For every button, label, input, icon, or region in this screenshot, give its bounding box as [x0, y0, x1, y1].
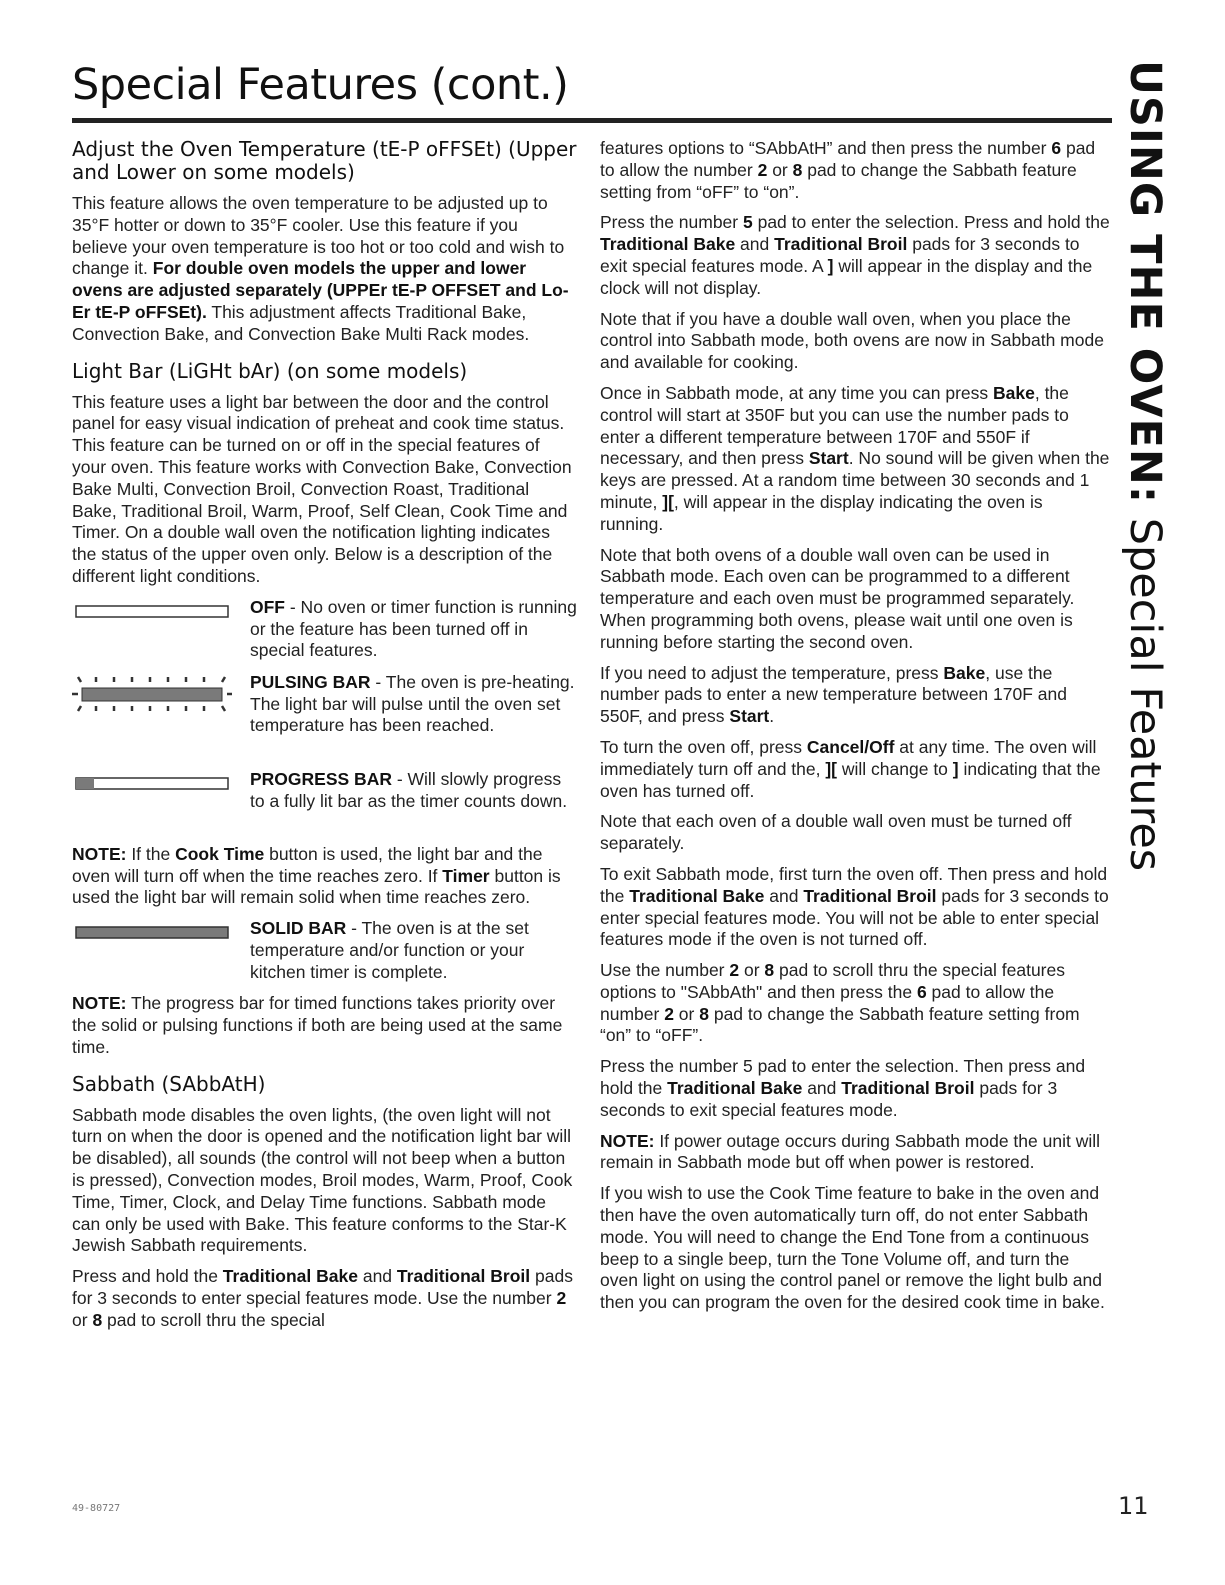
text: pad to change the Sabbath feature setting from “on” to “oFF”. [600, 1003, 1080, 1046]
text: Use the number [600, 960, 730, 981]
text-bold: 8 [699, 1003, 709, 1024]
document-code: 49-80727 [72, 1503, 121, 1514]
text-bold: Bake [993, 382, 1035, 403]
text: Press the number 5 pad to enter the selection. Then press and hold the [600, 1056, 1086, 1099]
text-bold: Traditional Broil [774, 234, 908, 255]
text: pads for 3 seconds to exit special features mode. [600, 1078, 1058, 1120]
light-bar-solid-text [250, 918, 577, 983]
note-label: NOTE: [72, 993, 127, 1014]
text: - Will slowly progress to a fully lit bar as the timer counts down. [250, 768, 568, 811]
side-tab [1110, 60, 1170, 872]
side-tab-label [1120, 60, 1170, 871]
turn-off-separately-paragraph: Note that each oven of a double wall oven must be turned off separately. [600, 811, 1072, 854]
light-bar-solid-icon [72, 920, 232, 980]
text: Once in Sabbath mode, at any time you can press [600, 382, 993, 403]
light-bar-pulsing-icon [72, 674, 232, 734]
left-column [72, 138, 577, 1341]
light-bar-off-icon [72, 599, 232, 659]
exit-sabbath-paragraph [600, 864, 1110, 951]
sabbath-setting-paragraph [600, 138, 1110, 203]
label: OFF [250, 596, 285, 617]
text: indicating that the oven has turned off. [600, 758, 1101, 801]
note-label: NOTE: [600, 1130, 655, 1151]
text: or [767, 159, 793, 180]
text: will appear in the display and the clock will not display. [600, 255, 1093, 298]
display-symbol: ] [827, 255, 834, 276]
section-heading-temp-offset: Adjust the Oven Temperature (tE-P oFFSEt) (Upper and Lower on some models) [72, 137, 577, 184]
label: PULSING BAR [250, 671, 371, 692]
temp-offset-paragraph [72, 193, 577, 346]
text-bold: Traditional Bake [600, 234, 736, 255]
text: pad to scroll thru the special [102, 1309, 325, 1330]
text: pad to allow the number [600, 981, 1055, 1024]
note-power-outage [600, 1131, 1110, 1175]
text: pad to change the Sabbath feature setting from “oFF” to “on”. [600, 159, 1077, 202]
text-bold: Timer [442, 865, 490, 886]
text: To turn the oven off, press [600, 736, 807, 757]
text-bold: Traditional Bake [222, 1266, 358, 1287]
text-bold: 2 [729, 960, 740, 981]
text: To exit Sabbath mode, first turn the oven off. Then press and hold the [600, 863, 1108, 906]
light-bar-off-text [250, 597, 577, 662]
text: and [802, 1078, 842, 1099]
text-bold: 2 [757, 159, 768, 180]
adjust-temperature-paragraph [600, 663, 1110, 728]
text: If power outage occurs during Sabbath mode the unit will remain in Sabbath mode but off when power is restored. [600, 1130, 1100, 1173]
display-symbol: ][ [662, 491, 674, 512]
note-label: NOTE: [72, 843, 127, 864]
light-bar-pulsing-text [250, 672, 577, 737]
page-number: 11 [1118, 1492, 1149, 1520]
text: If the [126, 843, 176, 864]
text: will change to [837, 758, 953, 779]
text-bold: Traditional Broil [841, 1078, 975, 1099]
text-bold: Traditional Broil [396, 1266, 531, 1287]
text: pads for 3 seconds to exit special features mode. A [600, 234, 1080, 276]
text-bold: 5 [742, 212, 753, 233]
text: If you need to adjust the temperature, press [600, 662, 944, 683]
text: - No oven or timer function is running or the feature has been turned off in special features. [250, 596, 577, 661]
text-bold: 2 [556, 1287, 567, 1308]
cook-time-advice-paragraph: If you wish to use the Cook Time feature to bake in the oven and then have the oven automatically turn off, do not enter Sabbath mode. You will need to change the End Tone from a continuous beep to a single beep, turn the Tone Volume off, and turn the oven light on using the control panel or remove the light bulb and then you can program the oven for the desired cook time in bake. [600, 1183, 1105, 1313]
text-bold: Traditional Broil [803, 885, 937, 906]
text: , the control will start at 350F but you can use the number pads to enter a different temperature between 170F and 550F if necessary, and then press [600, 382, 1069, 469]
text: and [735, 234, 775, 255]
text: pad to allow the number [600, 138, 1096, 180]
text-bold: 6 [916, 981, 927, 1002]
text: and [357, 1266, 397, 1287]
text: This adjustment affects Traditional Bake, Convection Bake, and Convection Bake Multi Rack modes. [72, 301, 530, 344]
text: , use the number pads to enter a new temperature between 170F and 550F, and press [600, 662, 1067, 727]
text: - The oven is pre-heating. The light bar will pulse until the oven set temperature has been reached. [250, 671, 575, 736]
text: features options to “SAbbAtH” and then press the number [600, 138, 1052, 158]
text: pad to enter the selection. Press and hold the [752, 212, 1110, 233]
text: , will appear in the display indicating the oven is running. [600, 491, 1043, 534]
text-bold: 8 [792, 159, 803, 180]
display-symbol: ][ [825, 758, 838, 779]
note-cook-time [72, 844, 577, 909]
label: PROGRESS BAR [250, 768, 392, 789]
display-symbol: ] [952, 758, 959, 779]
text: or [739, 960, 765, 981]
note-progress-priority [72, 993, 577, 1058]
text-bold: Start [808, 448, 849, 469]
text: pads for 3 seconds to enter special features mode. Use the number [72, 1266, 573, 1308]
text: Press and hold the [72, 1266, 223, 1287]
text-bold: 2 [664, 1003, 674, 1024]
text-bold: Cancel/Off [806, 736, 895, 757]
text: button is used, the light bar and the oven will turn off when the time reaches zero. If [72, 843, 543, 886]
text: . [769, 706, 775, 727]
text: The progress bar for timed functions takes priority over the solid or pulsing functions if both are being used at the same time. [72, 993, 563, 1057]
page-title: Special Features (cont.) [72, 60, 569, 110]
sabbath-exit-features-paragraph [600, 212, 1110, 299]
right-column [600, 138, 1110, 1323]
light-bar-pulsing-row [72, 672, 577, 760]
exit-features-paragraph [600, 1056, 1110, 1121]
label: SOLID BAR [250, 918, 347, 939]
side-tab-topic: Special Features [1120, 504, 1170, 872]
light-bar-progress-text [250, 769, 577, 813]
text: button is used the light bar will remain solid when time reaches zero. [72, 865, 561, 908]
text-bold: Cook Time [175, 843, 265, 864]
text: This feature allows the oven temperature to be adjusted up to 35°F hotter or down to 35°F cooler. Use this feature if you believe your oven temperature is too hot or too cold and wish to change it. [72, 193, 565, 279]
text: Press the number [600, 212, 743, 233]
text-bold: Bake [943, 662, 986, 683]
turn-off-paragraph [600, 737, 1110, 802]
text-bold: Traditional Bake [629, 885, 765, 906]
light-bar-solid-row [72, 918, 577, 984]
section-heading-light-bar: Light Bar (LiGHt bAr) (on some models) [72, 358, 468, 383]
double-oven-note-paragraph: Note that if you have a double wall oven, when you place the control into Sabbath mode, both ovens are now in Sabbath mode and available for cooking. [600, 308, 1104, 373]
text-bold: 8 [92, 1309, 103, 1330]
sabbath-paragraph: Sabbath mode disables the oven lights, (the oven light will not turn on when the door is opened and the notification light bar will be disabled), all sounds (the control will not beep when a button is pressed), Convection modes, Broil modes, Warm, Proof, Cook Time, Timer, Clock, and Delay Time functions. Sabbath mode can only be used with Bake. This feature conforms to the Star-K Jewish Sabbath requirements. [72, 1104, 573, 1256]
text-bold: For double oven models the upper and lower ovens are adjusted separately (UPPEr tE-P OFFSET and Lo-Er tE-P oFFSEt). [72, 258, 569, 322]
sabbath-bake-paragraph [600, 383, 1110, 536]
text: pads for 3 seconds to enter special features mode. You will not be able to enter special features mode if the oven is not turned off. [600, 885, 1109, 950]
text: - The oven is at the set temperature and/or function or your kitchen timer is complete. [250, 918, 529, 982]
both-ovens-paragraph: Note that both ovens of a double wall oven can be used in Sabbath mode. Each oven can be programmed to a different temperature and each oven must be programmed separately. When programming both ovens, please wait until one oven is running before starting the second oven. [600, 544, 1075, 652]
section-heading-sabbath: Sabbath (SAbbAtH) [72, 1071, 266, 1096]
text-bold: 8 [764, 960, 775, 981]
text-bold: 6 [1051, 138, 1062, 158]
title-rule [72, 118, 1112, 123]
scroll-options-paragraph [600, 960, 1110, 1047]
side-tab-section: USING THE OVEN: [1120, 60, 1170, 505]
text: or [673, 1003, 700, 1024]
text: . No sound will be given when the keys are pressed. At a random time between 30 seconds and 1 minute, [600, 448, 1110, 512]
text: and [764, 885, 804, 906]
light-bar-progress-icon [72, 771, 232, 831]
text-bold: Traditional Bake [667, 1078, 803, 1099]
light-bar-paragraph: This feature uses a light bar between the door and the control panel for easy visual indication of preheat and cook time status. This feature can be turned on or off in the special features of your oven. This feature works with Convection Bake, Convection Bake Multi, Convection Broil, Convection Roast, Traditional Bake, Traditional Broil, Warm, Proof, Self Clean, Cook Time and Timer. On a double wall oven the notification lighting indicates the status of the upper oven only. Below is a description of the different light conditions. [72, 391, 572, 586]
light-bar-off-row [72, 597, 577, 663]
text: at any time. The oven will immediately turn off and the, [600, 736, 1097, 779]
text: pad to scroll thru the special features options to "SAbbAth" and then press the [600, 960, 1065, 1002]
sabbath-enter-paragraph [72, 1266, 577, 1331]
text: or [72, 1309, 93, 1330]
light-bar-progress-row [72, 769, 577, 835]
text-bold: Start [729, 706, 770, 727]
